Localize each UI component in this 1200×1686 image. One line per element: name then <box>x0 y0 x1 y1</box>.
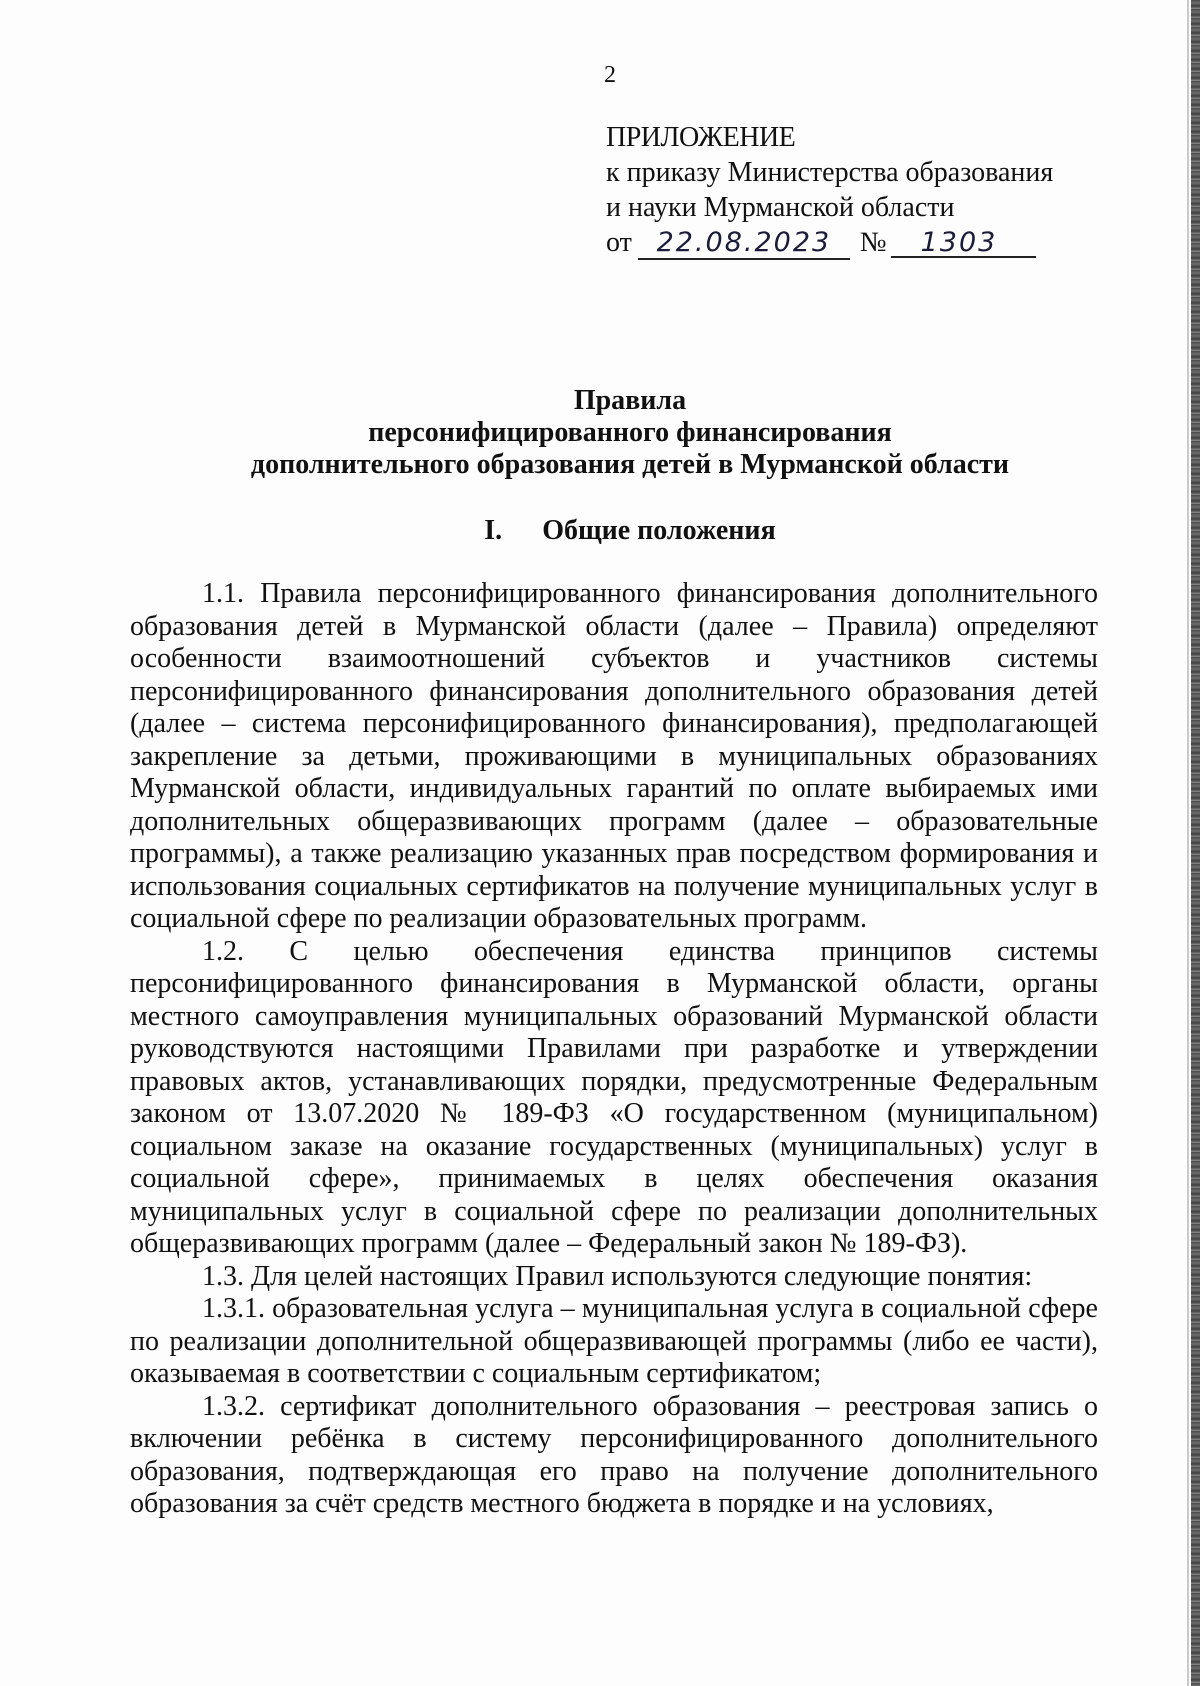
paragraph-1-1: 1.1. Правила персонифицированного финансирования дополнительного образования детей в Мурманской области (далее – Правила) определяют особенности взаимоотношений субъектов и участников системы персонифицированного финансирования дополнительного образования детей (далее – система персонифицированного финансирования), предполагающей закрепление за детьми, проживающими в муниципальных образованиях Мурманской области, индивидуальных гарантий по оплате выбираемых ими дополнительных общеразвивающих программ (далее – образовательные программы), а также реализацию указанных прав посредством формирования и использования социальных сертификатов на получение муниципальных услуг в социальной сфере по реализации образовательных программ. <box>130 578 1098 934</box>
document-title <box>130 385 1130 481</box>
appendix-line-2: и науки Мурманской области <box>606 192 955 223</box>
paragraph-1-3-1: 1.3.1. образовательная услуга – муниципальная услуга в социальной сфере по реализации дополнительной общеразвивающей программы (либо ее части), оказываемая в соответствии с социальным сертификатом; <box>130 1293 1098 1389</box>
section-heading <box>130 515 1130 547</box>
paragraph-1-3: 1.3. Для целей настоящих Правил используются следующие понятия: <box>202 1260 1033 1292</box>
appendix-line-1: к приказу Министерства образования <box>606 157 1054 188</box>
title-line-1: Правила <box>573 385 687 416</box>
scan-edge <box>1191 0 1200 1686</box>
section-number: I. <box>484 515 503 546</box>
appendix-date-line <box>606 225 1076 260</box>
section-title: Общие положения <box>542 515 776 546</box>
number-prefix: № <box>859 227 887 258</box>
scan-edge-line <box>1187 0 1189 1686</box>
paragraph-1-3-2: 1.3.2. сертификат дополнительного образования – реестровая запись о включении ребёнка в систему персонифицированного дополнительного образования, подтверждающая его право на получение дополнительного образования за счёт средств местного бюджета в порядке и на условиях, <box>130 1390 1098 1519</box>
document-body <box>130 578 1098 1521</box>
date-prefix: от <box>606 227 632 258</box>
handwritten-number: 1303 <box>891 228 1036 258</box>
page-number: 2 <box>604 62 616 88</box>
paragraph-1-2: 1.2. С целью обеспечения единства принципов системы персонифицированного финансирования в Мурманской области, органы местного самоуправления муниципальных образований Мурманской области руководствуются настоящими Правилами при разработке и утверждении правовых актов, устанавливающих порядки, предусмотренные Федеральным законом от 13.07.2020 № 189-ФЗ «О государственном (муниципальном) социальном заказе на оказание государственных (муниципальных) услуг в социальной сфере», принимаемых в целях обеспечения оказания муниципальных услуг в социальной сфере по реализации дополнительных общеразвивающих программ (далее – Федеральный закон № 189-ФЗ). <box>130 935 1098 1259</box>
title-line-3: дополнительного образования детей в Мурманской области <box>250 449 1010 480</box>
title-line-2: персонифицированного финансирования <box>368 417 892 448</box>
appendix-heading: ПРИЛОЖЕНИЕ <box>606 122 796 153</box>
appendix-block <box>606 120 1076 260</box>
handwritten-date: 22.08.2023 <box>638 228 850 260</box>
